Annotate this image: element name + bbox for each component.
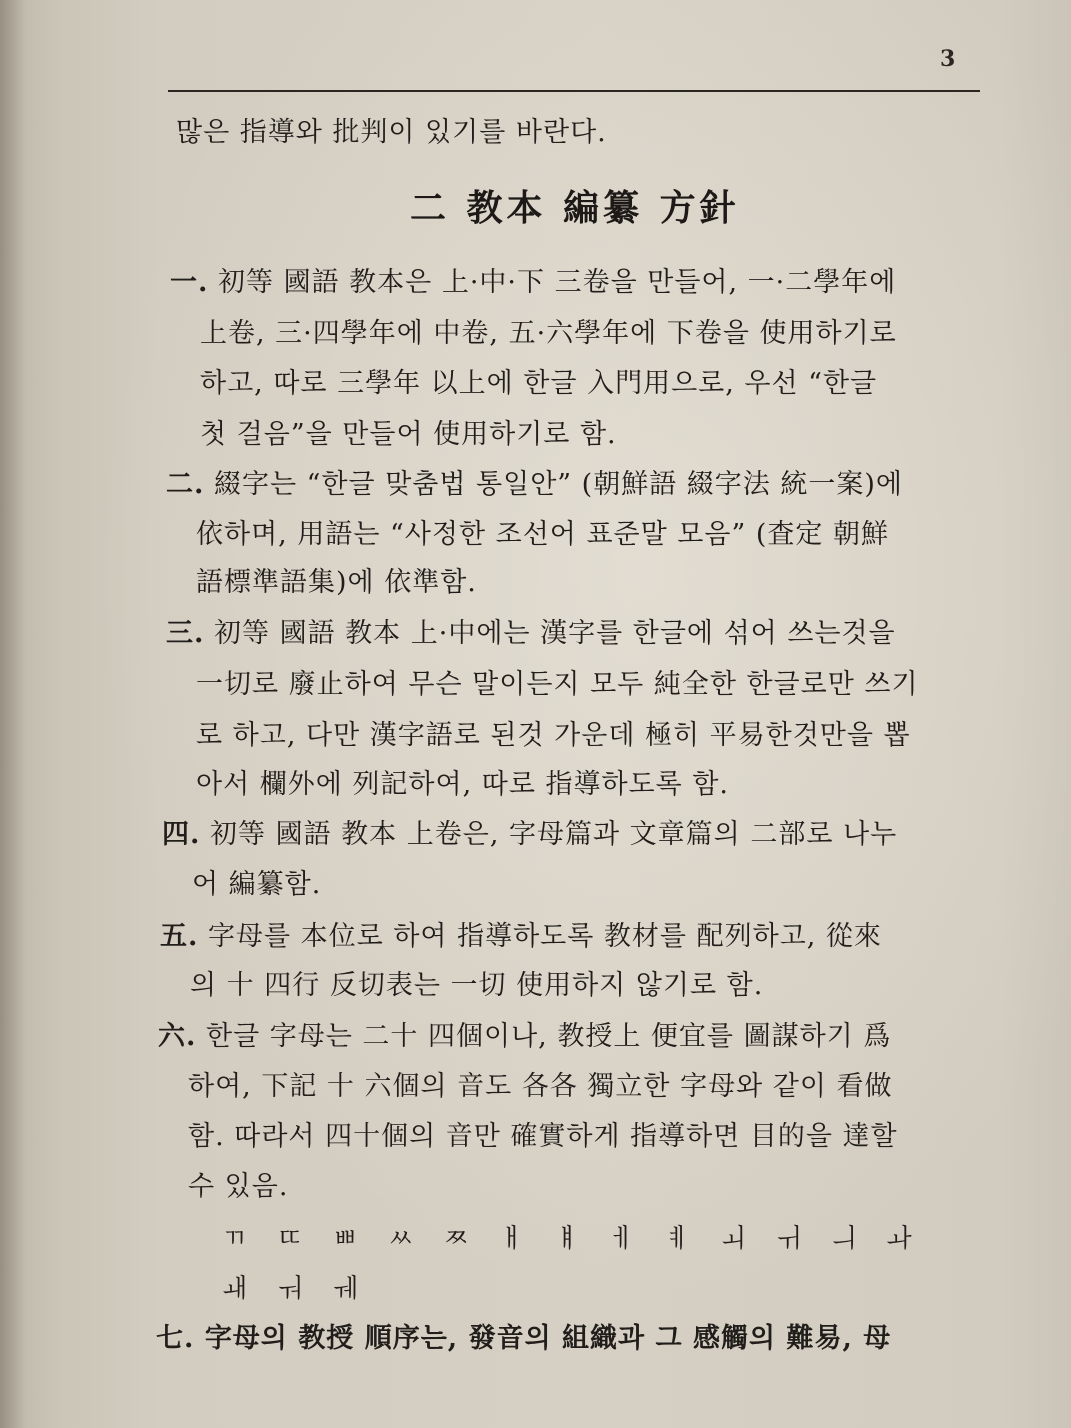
page-number: 3 — [940, 46, 956, 72]
item-1-line-1 — [170, 266, 896, 300]
item-4-line-1 — [162, 818, 897, 852]
jamo-char: ㅉ — [443, 1224, 469, 1254]
header-rule — [168, 90, 980, 92]
jamo-char: ㅃ — [332, 1224, 358, 1254]
jamo-char: ㅆ — [388, 1224, 414, 1254]
jamo-char: ㅚ — [720, 1224, 746, 1254]
spine-shadow — [0, 0, 26, 1428]
item-4-line-2: 어 編纂함. — [192, 869, 322, 900]
jamo-char: ㄸ — [277, 1224, 303, 1254]
item-4-marker: 四. — [162, 819, 201, 850]
item-2-line-2: 依하며, 用語는 “사정한 조선어 표준말 모음” (査定 朝鮮 — [196, 519, 889, 550]
jamo-char: ㅙ — [222, 1274, 248, 1304]
jamo-char: ㅐ — [498, 1224, 525, 1254]
item-3-line-1 — [166, 617, 896, 651]
item-1-marker: 一. — [170, 267, 209, 298]
item-6-line-2: 하여, 下記 十 六個의 音도 各各 獨立한 字母와 같이 看做 — [188, 1071, 893, 1102]
jamo-char: ㅖ — [665, 1224, 691, 1254]
jamo-char: ㅘ — [886, 1224, 912, 1254]
intro-line: 많은 指導와 批判이 있기를 바란다. — [176, 117, 607, 148]
jamo-row-2 — [222, 1272, 380, 1306]
jamo-char: ㅢ — [831, 1224, 857, 1254]
item-7-line-1 — [156, 1322, 891, 1356]
item-3-line-4: 아서 欄外에 列記하여, 따로 指導하도록 함. — [196, 769, 729, 800]
item-5-marker: 五. — [160, 921, 199, 952]
jamo-char: ㅝ — [277, 1274, 303, 1304]
item-6-line-4: 수 있음. — [188, 1171, 289, 1202]
item-5-text-1: 字母를 本位로 하여 指導하도록 教材를 配列하고, 從來 — [208, 921, 882, 952]
jamo-char: ㅞ — [332, 1274, 358, 1304]
item-4-text-1: 初等 國語 教本 上卷은, 字母篇과 文章篇의 二部로 나누 — [210, 819, 898, 850]
item-5-line-2: 의 十 四行 反切表는 一切 使用하지 않기로 함. — [190, 970, 764, 1001]
jamo-char: ㅟ — [775, 1224, 802, 1254]
item-6-marker: 六. — [158, 1021, 197, 1052]
item-6-line-3: 함. 따라서 四十個의 音만 確實하게 指導하면 目的을 達할 — [188, 1121, 898, 1152]
item-3-text-1: 初等 國語 教本 上·中에는 漢字를 한글에 섞어 쓰는것을 — [214, 618, 896, 649]
item-2-marker: 二. — [166, 469, 205, 500]
item-2-line-3: 語標準語集)에 依準함. — [196, 567, 477, 598]
jamo-row-1 — [222, 1222, 934, 1256]
item-1-line-3: 하고, 따로 三學年 以上에 한글 入門用으로, 우선 “한글 — [200, 368, 878, 399]
jamo-char: ㅒ — [554, 1224, 580, 1254]
section-heading: 二 教本 編纂 方針 — [410, 187, 740, 229]
item-2-text-1: 綴字는 “한글 맞춤법 통일안” (朝鮮語 綴字法 統一案)에 — [214, 469, 903, 500]
item-1-line-2: 上卷, 三·四學年에 中卷, 五·六學年에 下卷을 使用하기로 — [200, 318, 897, 349]
item-3-line-2: 一切로 廢止하여 무슨 말이든지 모두 純全한 한글로만 쓰기 — [196, 669, 919, 700]
item-2-line-1 — [166, 468, 903, 502]
item-7-text-1: 字母의 教授 順序는, 發音의 組織과 그 感觸의 難易, 母 — [204, 1323, 892, 1354]
item-3-line-3: 로 하고, 다만 漢字語로 된것 가운데 極히 平易한것만을 뽑 — [196, 720, 911, 751]
item-7-marker: 七. — [156, 1323, 195, 1354]
item-5-line-1 — [160, 920, 882, 954]
item-1-line-4: 첫 걸음”을 만들어 使用하기로 함. — [200, 419, 617, 450]
jamo-char: ㅔ — [609, 1224, 635, 1254]
item-6-text-1: 한글 字母는 二十 四個이나, 教授上 便宜를 圖謀하기 爲 — [206, 1021, 892, 1052]
item-3-marker: 三. — [166, 618, 205, 649]
item-6-line-1 — [158, 1020, 891, 1054]
jamo-char: ㄲ — [222, 1224, 248, 1254]
item-1-text-1: 初等 國語 教本은 上·中·下 三卷을 만들어, 一·二學年에 — [218, 267, 897, 298]
